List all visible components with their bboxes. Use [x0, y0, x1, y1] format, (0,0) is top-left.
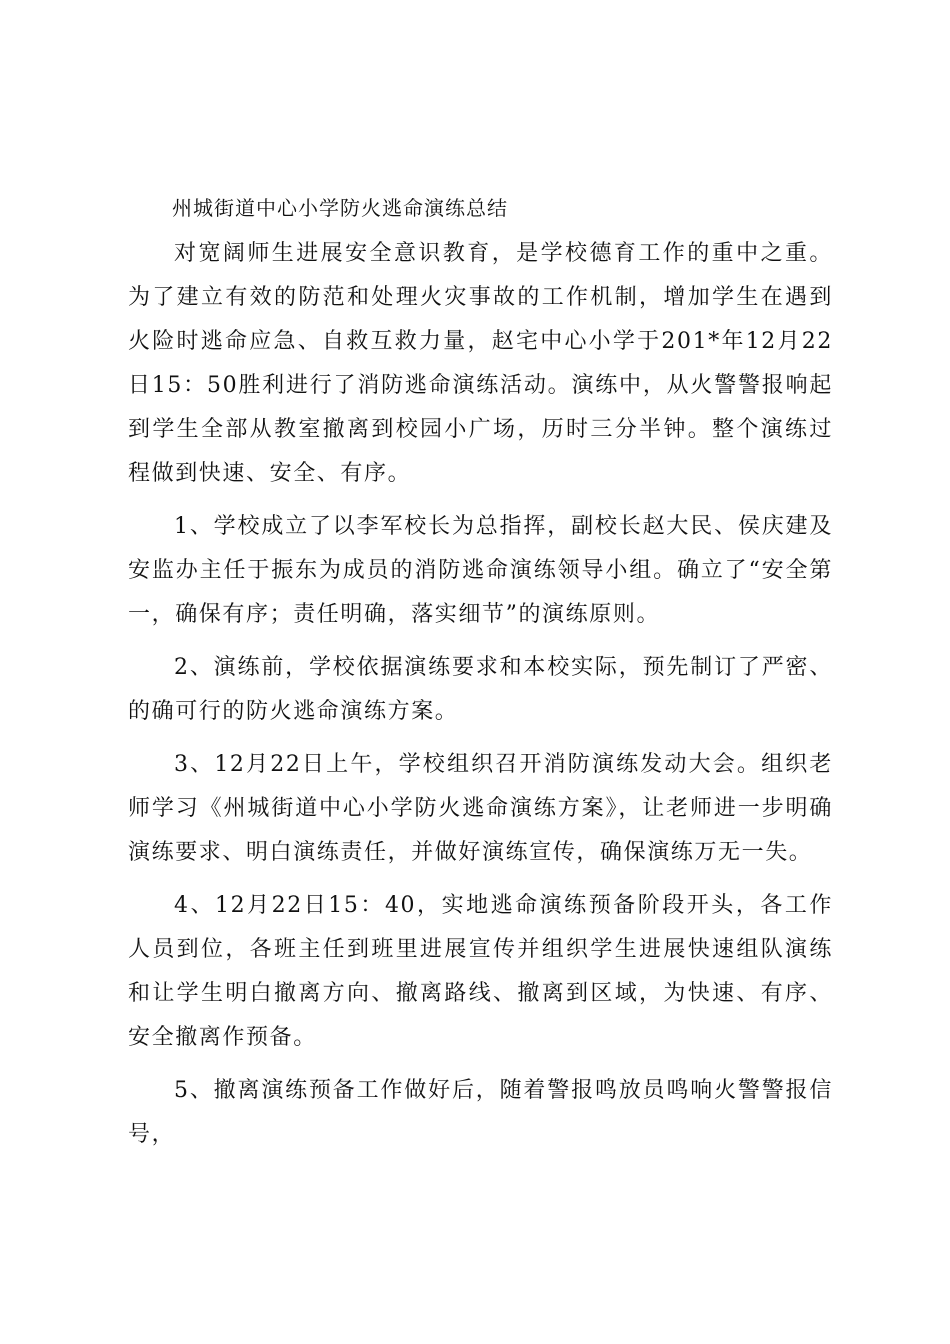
document-title: 州城街道中心小学防火逃命演练总结 [172, 196, 508, 220]
document-body [128, 186, 833, 1166]
paragraph-item-3: 3、12月22日上午，学校组织召开消防演练发动大会。组织老师学习《州城街道中心小学防火逃命演练方案》，让老师进一步明确演练要求、明白演练责任，并做好演练宣传，确保演练万无一失。 [128, 752, 833, 865]
paragraph-item-4: 4、12月22日15：40，实地逃命演练预备阶段开头，各工作人员到位，各班主任到班里进展宣传并组织学生进展快速组队演练和让学生明白撤离方向、撤离路线、撤离到区域，为快速、有序、安全撤离作预备。 [128, 893, 833, 1050]
paragraph-item-1: 1、学校成立了以李军校长为总指挥，副校长赵大民、侯庆建及安监办主任于振东为成员的消防逃命演练领导小组。确立了“安全第一，确保有序；责任明确，落实细节”的演练原则。 [128, 514, 833, 627]
paragraph-intro: 对宽阔师生进展安全意识教育，是学校德育工作的重中之重。为了建立有效的防范和处理火灾事故的工作机制，增加学生在遇到火险时逃命应急、自救互救力量，赵宅中心小学于201*年12月22日15：50胜利进行了消防逃命演练活动。演练中，从火警警报响起到学生全部从教室撤离到校园小广场，历时三分半钟。整个演练过程做到快速、安全、有序。 [128, 241, 833, 486]
paragraph-item-5: 5、撤离演练预备工作做好后，随着警报鸣放员鸣响火警警报信号， [128, 1078, 833, 1147]
paragraph-item-2: 2、演练前，学校依据演练要求和本校实际，预先制订了严密、的确可行的防火逃命演练方案。 [128, 655, 833, 724]
